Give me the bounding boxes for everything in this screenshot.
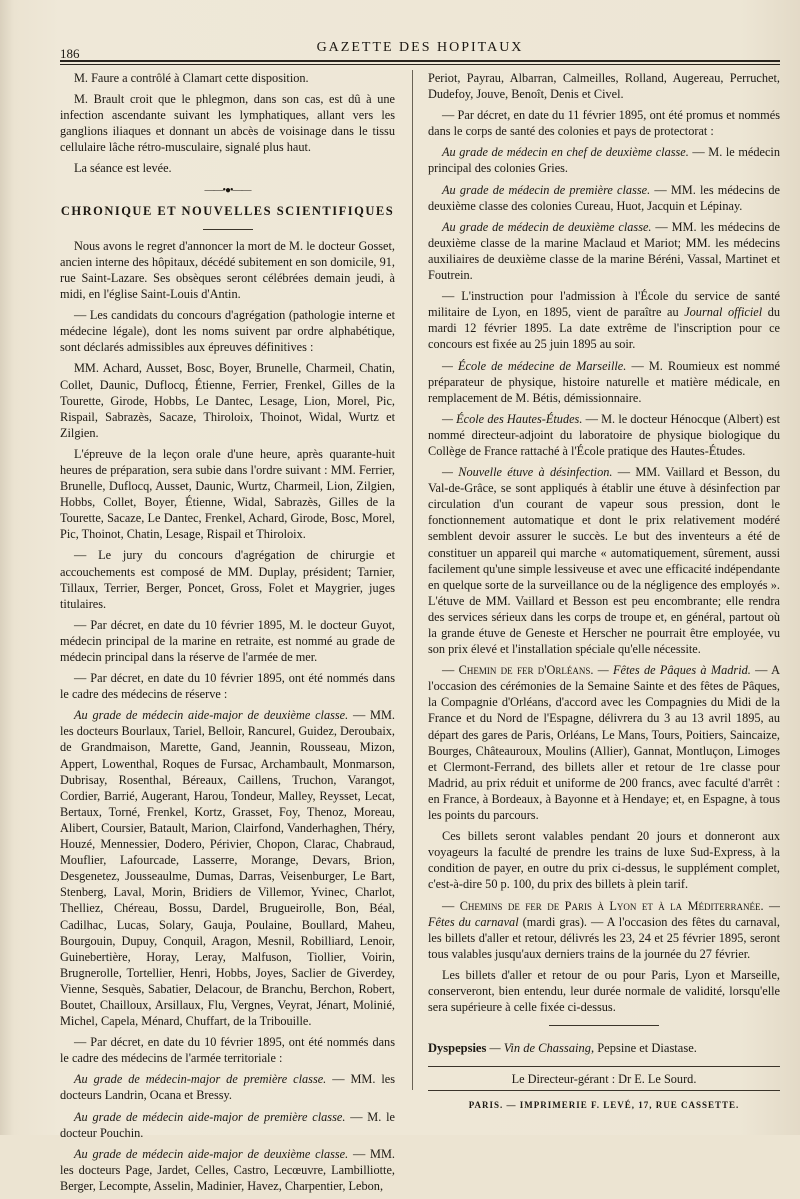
paragraph bbox=[60, 707, 395, 1029]
paragraph bbox=[428, 411, 780, 459]
paragraph bbox=[428, 662, 780, 823]
paragraph-text: — M. le docteur Pouchin. bbox=[60, 1109, 395, 1140]
ornament-divider: ——•●•—— bbox=[204, 184, 251, 196]
paragraph bbox=[428, 219, 780, 283]
paragraph: — Les candidats du concours d'agrégation (pathologie interne et médecine légale), dont les noms suivent par ordre alphabétique, sont déclarés admissibles aux épreuves définitives : bbox=[60, 308, 395, 355]
paragraph-text: — MM. Vaillard et Besson, du Val-de-Grâce, se sont appliqués à établir une étuve à désinfection par circulation d'un courant de vapeur sous pression, dont le fonctionnement automatique et dont le prix relativement modéré semblent devoir assurer le succès. Le but des inventeurs a été de constituer un appareil qui marche « automatiquement, sûrement, aussi facilement qu'une simple lessiveuse et avec une efficacité indépendante en quelque sorte de la surveillance ou de la négligence des employés ». L'étuve de MM. Vaillard et Besson est peu encombrante; elle rendra des services sérieux dans les corps de troupe et, en général, partout où la grande étuve de Geneste et Herscher ne pourrait être employée, vu son prix élevé et l'installation spéciale qu'elle nécessite. bbox=[428, 465, 780, 657]
paragraph bbox=[60, 1109, 395, 1141]
grade-heading: Au grade de médecin aide-major de deuxième classe. bbox=[74, 1146, 349, 1161]
paragraph-text: — M. le docteur Hénocque (Albert) est nommé directeur-adjoint du laboratoire de physique biologique du Collège de France rattaché à l'École pratique des Hautes-Études. bbox=[428, 411, 780, 458]
paragraph: Nous avons le regret d'annoncer la mort de M. le docteur Gosset, ancien interne des hôpitaux, décédé subitement en son domicile, 91, rue Saint-Lazare. Ses obsèques seront célébrées demain jeudi, à midi, en l'église Saint-Louis d'Antin. bbox=[60, 238, 395, 302]
column-divider bbox=[412, 70, 413, 1090]
paragraph-text: (mardi gras). — A l'occasion des fêtes du carnaval, les billets d'aller et retour, délivrés les 23, 24 et 25 février 1895, seront tous valables jusqu'aux derniers trains de la journée du 27 février. bbox=[428, 914, 780, 961]
paragraph: Ces billets seront valables pendant 20 jours et donneront aux voyageurs la faculté de prendre les trains de luxe Sud-Express, à la condition de payer, en outre du prix ci-dessus, le supplément complet, c'est-à-dire 50 p. 100, du prix des billets à plein tarif. bbox=[428, 829, 780, 892]
paragraph-text: du mardi 12 février 1895. La date extrême de l'inscription pour ce concours est fixée au 25 juin 1895 au soir. bbox=[428, 305, 780, 352]
advertisement bbox=[428, 1040, 780, 1056]
paragraph: — Par décret, en date du 10 février 1895, ont été nommés dans le cadre des médecins de réserve : bbox=[60, 671, 395, 702]
item-heading: — École des Hautes-Études. bbox=[442, 411, 583, 426]
paragraph-text: — L'instruction pour l'admission à l'École du service de santé militaire de Lyon, en 1895, vient de paraître au bbox=[428, 289, 780, 320]
grade-heading: Au grade de médecin en chef de deuxième classe. bbox=[442, 145, 689, 160]
right-column bbox=[428, 70, 780, 1113]
paragraph: — Par décret, en date du 11 février 1895, ont été promus et nommés dans le corps de santé des colonies et pays de protectorat : bbox=[428, 108, 780, 139]
header-rule bbox=[60, 60, 780, 62]
ad-text: Pepsine et Diastase. bbox=[594, 1041, 697, 1056]
ad-title: Dyspepsies bbox=[428, 1041, 487, 1056]
journal-title: GAZETTE DES HOPITAUX bbox=[316, 40, 524, 55]
printer-line: PARIS. — IMPRIMERIE F. LEVÉ, 17, RUE CASSETTE. bbox=[468, 1100, 740, 1111]
page-header bbox=[60, 40, 780, 60]
item-subheading: — Fêtes du carnaval bbox=[428, 898, 780, 929]
paragraph bbox=[428, 464, 780, 657]
left-column bbox=[60, 70, 395, 1199]
grade-heading: Au grade de médecin aide-major de deuxième classe. bbox=[74, 708, 349, 723]
paragraph: Les billets d'aller et retour de ou pour Paris, Lyon et Marseille, conserveront, bien entendu, leur durée normale de validité, lorsqu'elle sera supérieure à celle fixée ci-dessus. bbox=[428, 967, 780, 1015]
paragraph: — Par décret, en date du 10 février 1895, ont été nommés dans le cadre des médecins de l'armée territoriale : bbox=[60, 1035, 395, 1066]
paragraph: — Le jury du concours d'agrégation de chirurgie et accouchements est composé de MM. Duplay, président; Tarnier, Tillaux, Terrier, Berger, Poncet, Gross, Folet et Maygrier, juges titulaires. bbox=[60, 548, 395, 611]
paragraph-text: — MM. les docteurs Page, Jardet, Celles, Castro, Lecœuvre, Lambilliotte, Berger, Lecompte, Asselin, Madinier, Havez, Charpentier, Lebon, bbox=[60, 1146, 396, 1193]
paragraph bbox=[428, 358, 780, 406]
grade-heading: Au grade de médecin de deuxième classe. bbox=[442, 219, 652, 234]
grade-heading: Au grade de médecin aide-major de première classe. bbox=[74, 1109, 346, 1124]
section-title: CHRONIQUE ET NOUVELLES SCIENTIFIQUES bbox=[60, 203, 395, 218]
paragraph bbox=[428, 898, 780, 962]
paragraph bbox=[60, 1146, 395, 1194]
paragraph bbox=[428, 144, 780, 176]
paragraph-text: — M. le médecin principal des colonies Gries. bbox=[428, 145, 780, 176]
item-heading: — Nouvelle étuve à désinfection. bbox=[442, 465, 613, 480]
paragraph: Periot, Payrau, Albarran, Calmeilles, Rolland, Augereau, Perruchet, Dudefoy, Jouve, Benoît, Denis et Civel. bbox=[428, 71, 780, 102]
journal-name: Journal officiel bbox=[684, 305, 763, 320]
item-subheading: — Fêtes de Pâques à Madrid. bbox=[593, 663, 751, 678]
page-number: 186 bbox=[60, 46, 80, 61]
item-heading: — Chemin de fer d'Orléans. bbox=[442, 663, 594, 678]
paragraph: — Par décret, en date du 10 février 1895, M. le docteur Guyot, médecin principal de la marine en retraite, est nommé au grade de médecin principal dans la réserve de l'armée de mer. bbox=[60, 617, 395, 664]
paragraph: M. Brault croit que le phlegmon, dans son cas, est dû à une infection ascendante suivant les lymphatiques, allant vers les ganglions iliaques et donnant un abcès de voisinage dans le tissu cellulaire lâche rétro-musculaire, signalé plus haut. bbox=[60, 92, 395, 155]
paragraph: L'épreuve de la leçon orale d'une heure, après quarante-huit heures de préparation, sera subie dans l'ordre suivant : MM. Ferrier, Brunelle, Duflocq, Ausset, Daunic, Wurtz, Charmeil, Lion, Zilgien, Hobbs, Collet, Boyer, Étienne, Widal, Sabrazès, Gilles de la Tourette, Sacaze, Le Dantec, Frenkel, Achard, Girode, Bosc, Morel, Pic, Thoinot, Chatin, Lesage, Rispail et Thiroloix. bbox=[60, 446, 395, 542]
ad-product: — Vin de Chassaing, bbox=[486, 1041, 595, 1056]
paragraph bbox=[60, 1071, 395, 1103]
item-heading: — École de médecine de Marseille. bbox=[442, 358, 627, 373]
director-signature: Le Directeur-gérant : Dr E. Le Sourd. bbox=[428, 1066, 780, 1091]
paragraph bbox=[428, 182, 780, 214]
grade-heading: Au grade de médecin-major de première classe. bbox=[74, 1072, 327, 1087]
paragraph: M. Faure a contrôlé à Clamart cette disposition. bbox=[74, 71, 309, 85]
section-rule bbox=[203, 229, 253, 230]
paragraph: MM. Achard, Ausset, Bosc, Boyer, Brunelle, Charmeil, Chatin, Collet, Daunic, Duflocq, Étienne, Ferrier, Frenkel, Gilles de la Tourette, Girode, Hobbs, Le Dantec, Lesage, Lion, Morel, Pic, Rispail, Sabrazès, Sacaze, Thiroloix, Thoinot, Widal, Wurtz et Zilgien. bbox=[60, 361, 395, 440]
item-heading: — Chemins de fer de Paris à Lyon et à la Méditerranée. bbox=[442, 898, 764, 913]
paragraph-text: — MM. les médecins de deuxième classe des colonies Cureau, Huot, Jacquin et Lépinay. bbox=[428, 182, 780, 213]
paragraph bbox=[428, 288, 780, 352]
paragraph-text: — MM. les docteurs Bourlaux, Tariel, Belloir, Rancurel, Guidez, Deroubaix, de Grandmaison, Marette, Gand, Jeannin, Rousseau, Mizon, Appert, Lowenthal, Roques de Fursac, Archambault, Monmarson, Dubrisay, Rosenthal, Béreaux, Caillens, Truchon, Varangot, Cordier, Barrié, Augerant, Harou, Tondeur, Malley, Reysset, Lecat, Bertaux, Torné, Frenkel, Kortz, Grasset, Foy, Thenoz, Moreau, Alibert, Coursier, Batault, Marion, Clairfond, Vanderhaghen, Théry, Houzé, Mennessier, Dodero, Périvier, Chopon, Clarac, Chabraud, Mouflier, Lafourcade, Lasserre, Morange, Devars, Brion, Desgenetez, Jousseaulme, Dumas, Darras, Veisenburger, Le Bart, Stenberg, Laval, Morin, Bridiers de Villemor, Yvinec, Charlot, Thelliez, Chéreau, Bossu, Dardel, Brugueirolle, Bon, Béal, Cadilhac, Lucas, Solary, Gauja, Poulaine, Boullard, Maheu, Bourgouin, Dupuy, Conquil, Aragon, Mesnil, Robilliard, Lenoir, Guinebertière, Horay, Leray, Malfuson, Tiollier, Voirin, Brugnerolle, Tortellier, Henri, Hobbs, Joyes, Saclier de Giverdey, Vienne, Sesquès, Sabatier, Delacour, de Branchu, Berchon, Robert, Boutet, Chailloux, Arsillaux, Flu, Vergnes, Veyrat, Jénart, Molinié, Michel, Capela, Ménard, Chuffart, de la Tribouille. bbox=[60, 708, 396, 1029]
paragraph: La séance est levée. bbox=[74, 161, 172, 176]
paragraph-text: — MM. les docteurs Landrin, Ocana et Bressy. bbox=[60, 1072, 395, 1103]
paragraph-text: — M. Roumieux est nommé préparateur de physique, histoire naturelle et matière médicale, en remplacement de M. Bétis, démissionnaire. bbox=[428, 358, 780, 405]
paragraph-text: — MM. les médecins de deuxième classe de la marine Maclaud et Mariot; MM. les médecins auxiliaires de deuxième classe de la marine Béréni, Vassal, Martinet et Foutrein. bbox=[428, 219, 780, 283]
grade-heading: Au grade de médecin de première classe. bbox=[442, 182, 651, 197]
paragraph-text: — A l'occasion des cérémonies de la Semaine Sainte et des fêtes de Pâques, la Compagnie d'Orléans, d'accord avec les Compagnies du Midi de la France et du Nord de l'Espagne, délivrera du 3 au 13 avril 1895, au départ des gares de Paris, Orléans, Le Mans, Tours, Poitiers, Saincaize, Bourges, Châteauroux, Moulins (Allier), Gannat, Montluçon, Limoges et Clermont-Ferrand, des billets aller et retour de 1re classe pour Madrid, au prix réduit et uniforme de 200 francs, avec faculté d'arrêt : en France, à Bordeaux, à Bayonne et à Hendaye; et, en Espagne, à tous les points du parcours. bbox=[428, 663, 780, 823]
section-rule bbox=[549, 1025, 659, 1026]
header-rule-thin bbox=[60, 64, 780, 65]
